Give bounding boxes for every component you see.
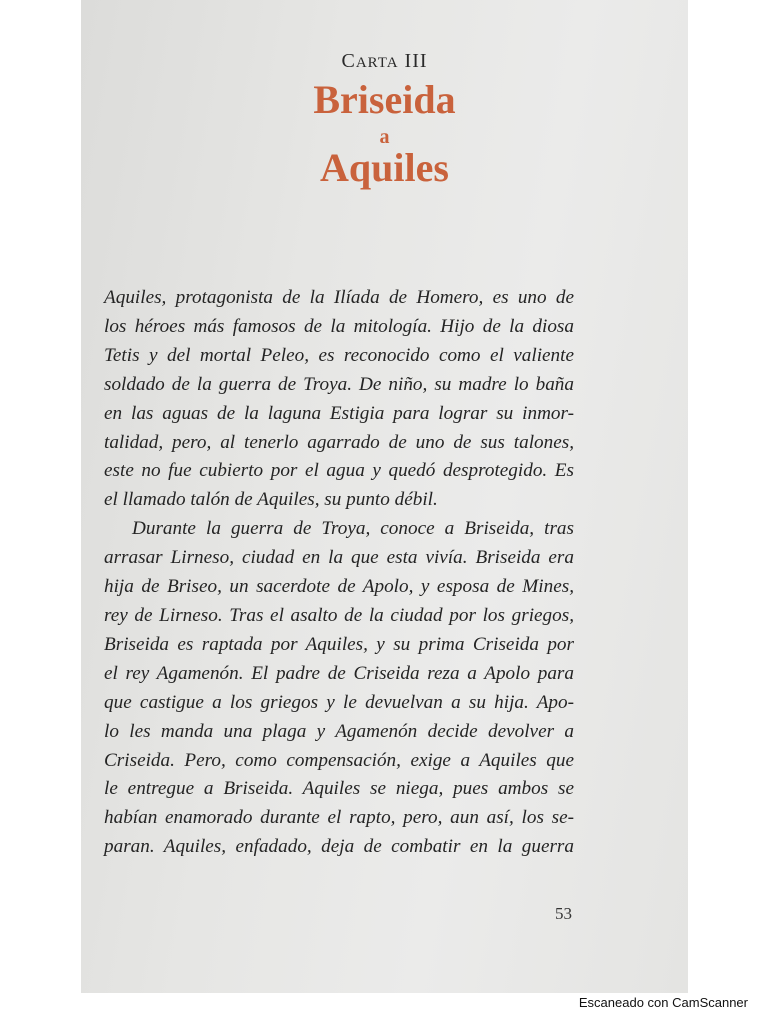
title-line-1: Briseida	[313, 77, 456, 122]
page-number: 53	[555, 904, 572, 923]
text-line: que castigue a los griegos y le devuelvan a su hija. Apo-	[104, 691, 574, 713]
text-line: soldado de la guerra de Troya. De niño, su madre lo baña	[104, 373, 574, 395]
scanner-watermark: Escaneado con CamScanner	[578, 995, 748, 1010]
title-line-2: a	[379, 126, 390, 148]
text-line: talidad, pero, al tenerlo agarrado de uno de sus talones,	[104, 431, 574, 453]
text-line: el rey Agamenón. El padre de Criseida reza a Apolo para	[104, 662, 574, 684]
chapter-label: CARTA III	[341, 50, 428, 72]
title-line-3: Aquiles	[320, 145, 449, 190]
text-line: Tetis y del mortal Peleo, es reconocido como el valiente	[104, 344, 574, 366]
text-line: este no fue cubierto por el agua y quedó desprotegido. Es	[104, 460, 574, 482]
body-text	[104, 284, 574, 862]
text-line: los héroes más famosos de la mitología. Hijo de la diosa	[104, 315, 574, 337]
text-line: hija de Briseo, un sacerdote de Apolo, y esposa de Mines,	[104, 576, 574, 598]
book-page	[81, 0, 688, 993]
text-line: el llamado talón de Aquiles, su punto débil.	[104, 489, 438, 511]
text-line: en las aguas de la laguna Estigia para lograr su inmor-	[104, 402, 574, 424]
text-line: Criseida. Pero, como compensación, exige a Aquiles que	[104, 749, 574, 771]
text-line: Durante la guerra de Troya, conoce a Briseida, tras	[132, 518, 574, 540]
text-line: arrasar Lirneso, ciudad en la que esta vivía. Briseida era	[104, 547, 574, 569]
text-line: paran. Aquiles, enfadado, deja de combatir en la guerra	[104, 836, 574, 858]
text-line: habían enamorado durante el rapto, pero, aun así, los se-	[104, 807, 574, 829]
text-line: Briseida es raptada por Aquiles, y su prima Criseida por	[104, 633, 574, 655]
text-line: rey de Lirneso. Tras el asalto de la ciudad por los griegos,	[104, 604, 574, 626]
text-line: le entregue a Briseida. Aquiles se niega, pues ambos se	[104, 778, 574, 800]
text-line: lo les manda una plaga y Agamenón decide devolver a	[104, 720, 574, 742]
text-line: Aquiles, protagonista de la Ilíada de Homero, es uno de	[104, 287, 574, 308]
